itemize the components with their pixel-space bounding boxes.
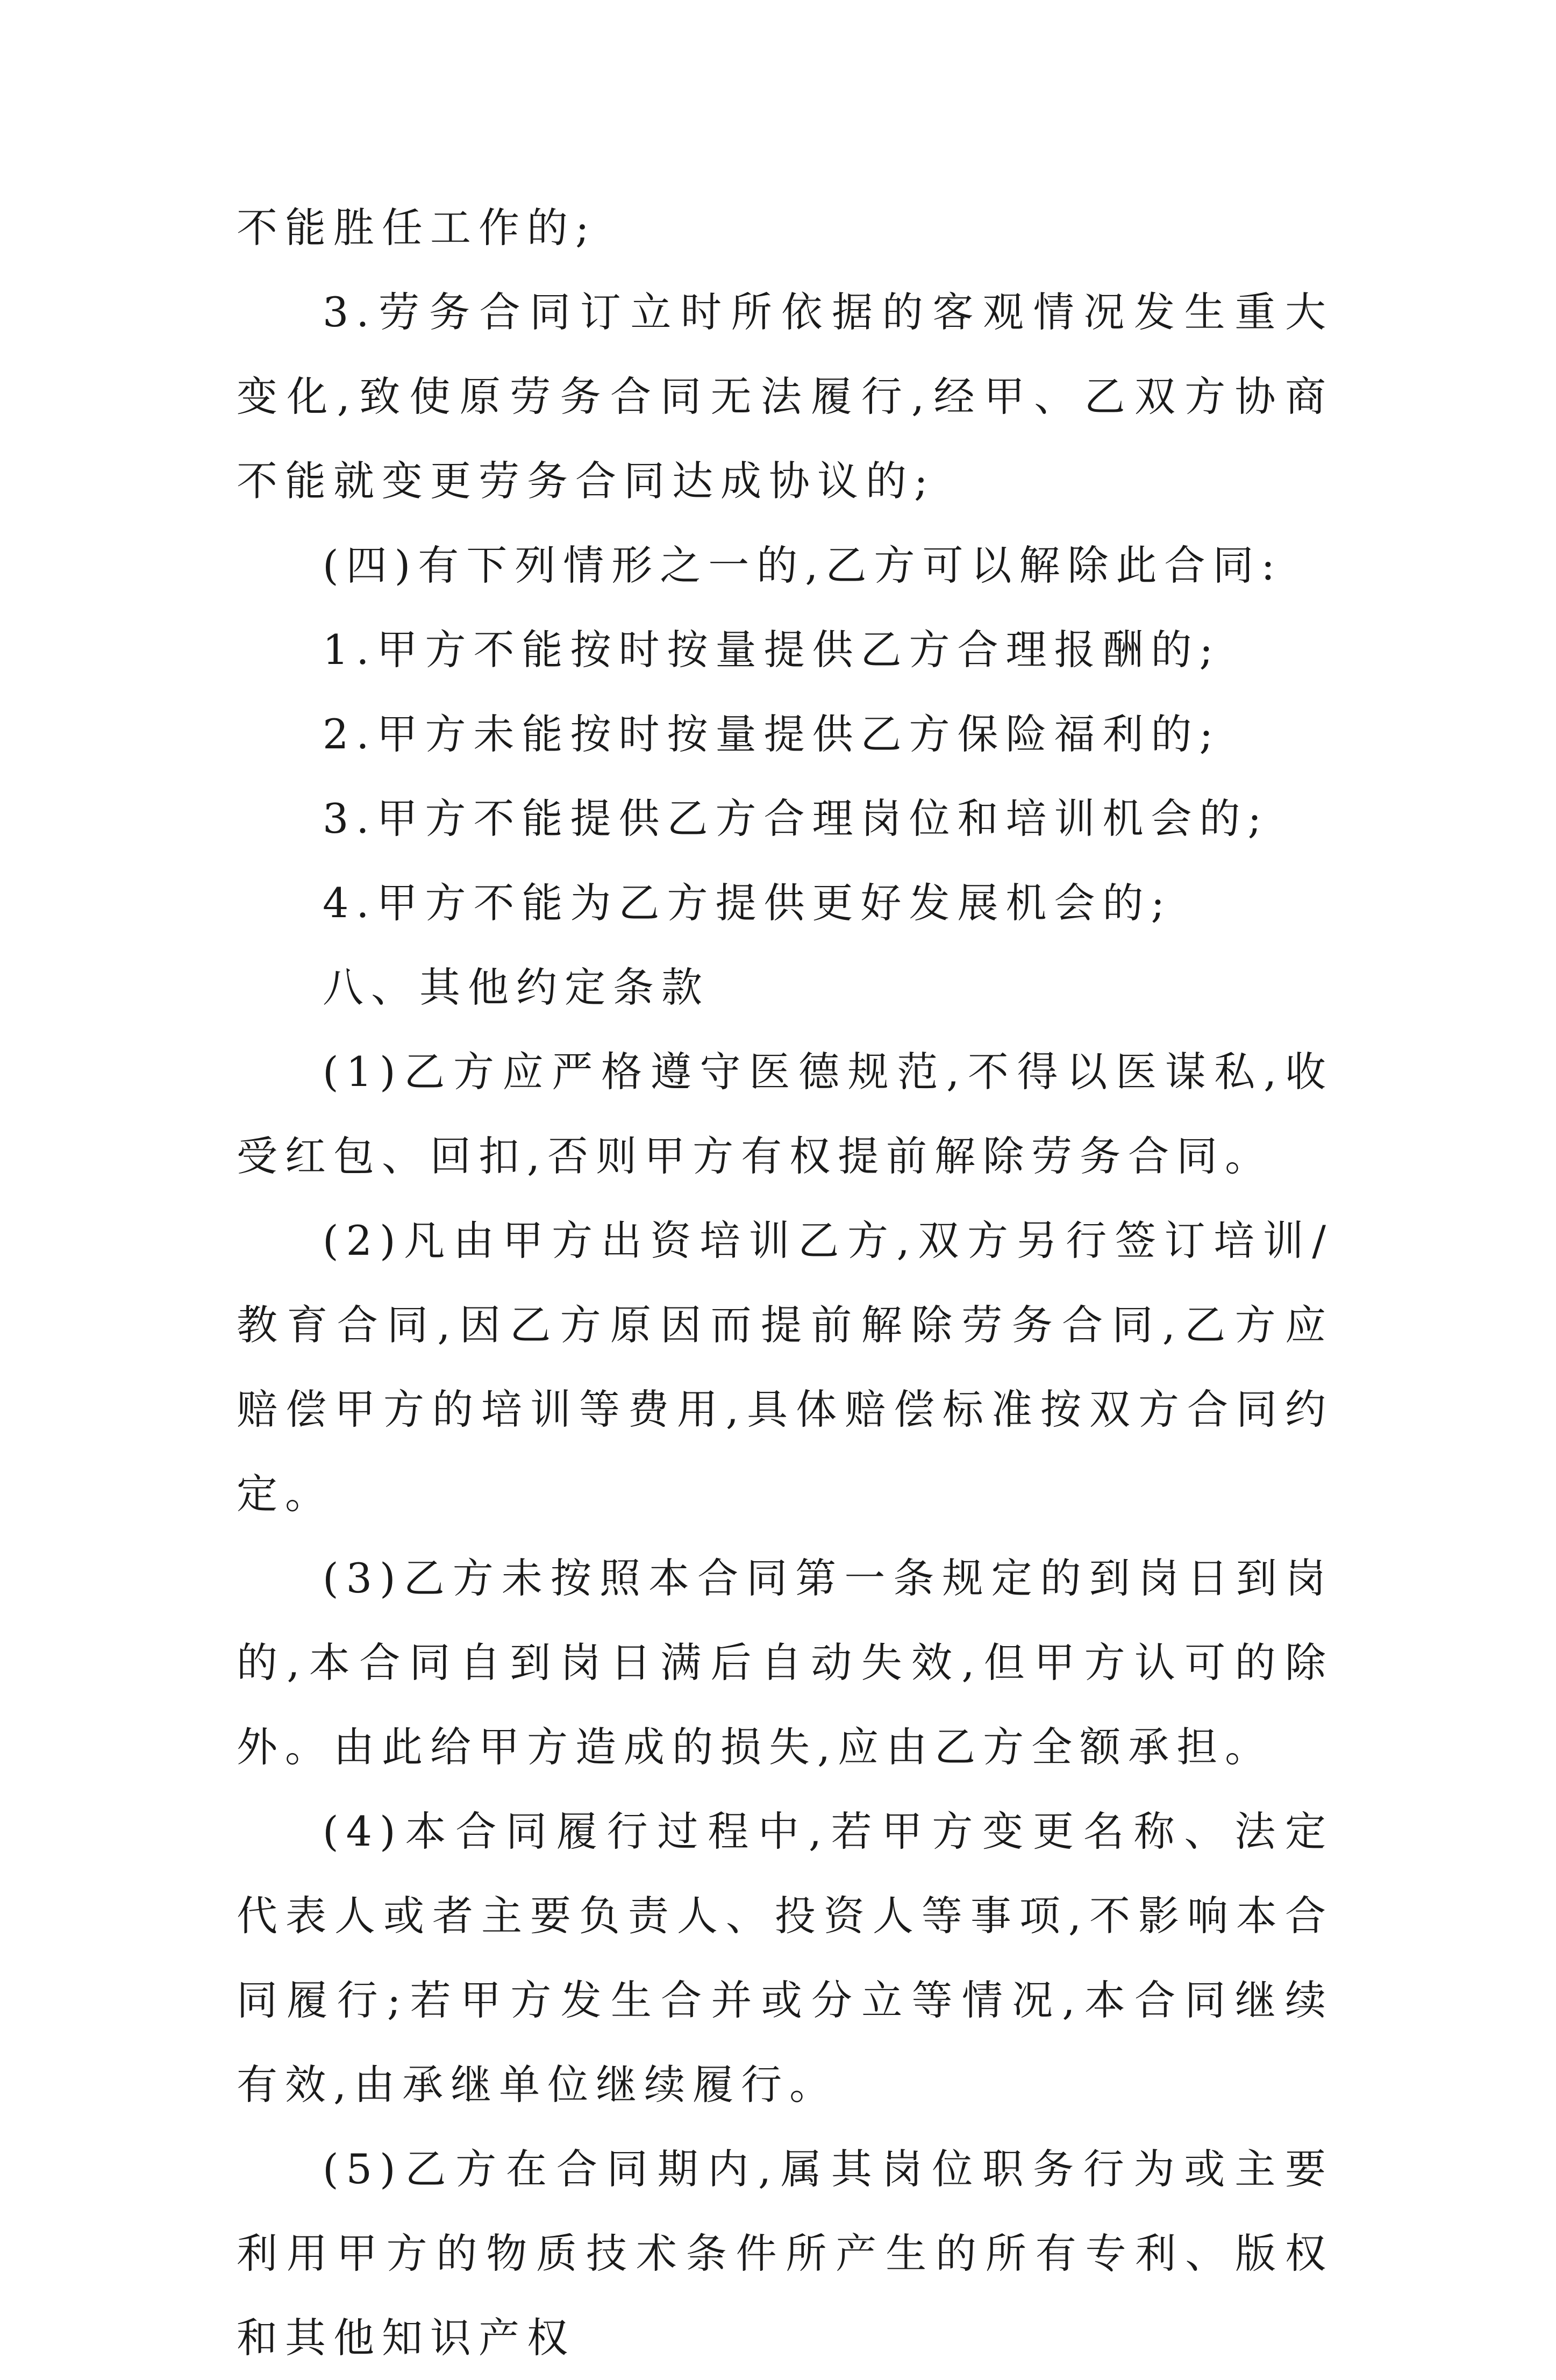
paragraph-6: 3.甲方不能提供乙方合理岗位和培训机会的; <box>323 795 1269 842</box>
paragraph-1: 不能胜任工作的; <box>237 204 597 252</box>
paragraph-3: (四)有下列情形之一的,乙方可以解除此合同: <box>323 541 1283 589</box>
paragraph-11: (3)乙方未按照本合同第一条规定的到岗日到岗的,本合同自到岗日满后自动失效,但甲方认可的除外。由此给甲方造成的损失,应由乙方全额承担。 <box>237 1554 1333 1771</box>
paragraph-9: (1)乙方应严格遵守医德规范,不得以医谋私,收受红包、回扣,否则甲方有权提前解除劳务合同。 <box>237 1048 1333 1180</box>
paragraph-12: (4)本合同履行过程中,若甲方变更名称、法定代表人或者主要负责人、投资人等事项,不影响本合同履行;若甲方发生合并或分立等情况,本合同继续有效,由承继单位继续履行。 <box>237 1807 1333 2109</box>
document-body <box>237 185 1333 2380</box>
section-heading: 八、其他约定条款 <box>323 963 710 1011</box>
paragraph-7: 4.甲方不能为乙方提供更好发展机会的; <box>323 879 1173 927</box>
paragraph-13: (5)乙方在合同期内,属其岗位职务行为或主要利用甲方的物质技术条件所产生的所有专利、版权和其他知识产权 <box>237 2145 1333 2362</box>
paragraph-4: 1.甲方不能按时按量提供乙方合理报酬的; <box>323 626 1221 674</box>
paragraph-2: 3.劳务合同订立时所依据的客观情况发生重大变化,致使原劳务合同无法履行,经甲、乙双方协商不能就变更劳务合同达成协议的; <box>237 288 1333 505</box>
paragraph-10: (2)凡由甲方出资培训乙方,双方另行签订培训/教育合同,因乙方原因而提前解除劳务合同,乙方应赔偿甲方的培训等费用,具体赔偿标准按双方合同约定。 <box>237 1217 1333 1518</box>
paragraph-5: 2.甲方未能按时按量提供乙方保险福利的; <box>323 710 1221 758</box>
